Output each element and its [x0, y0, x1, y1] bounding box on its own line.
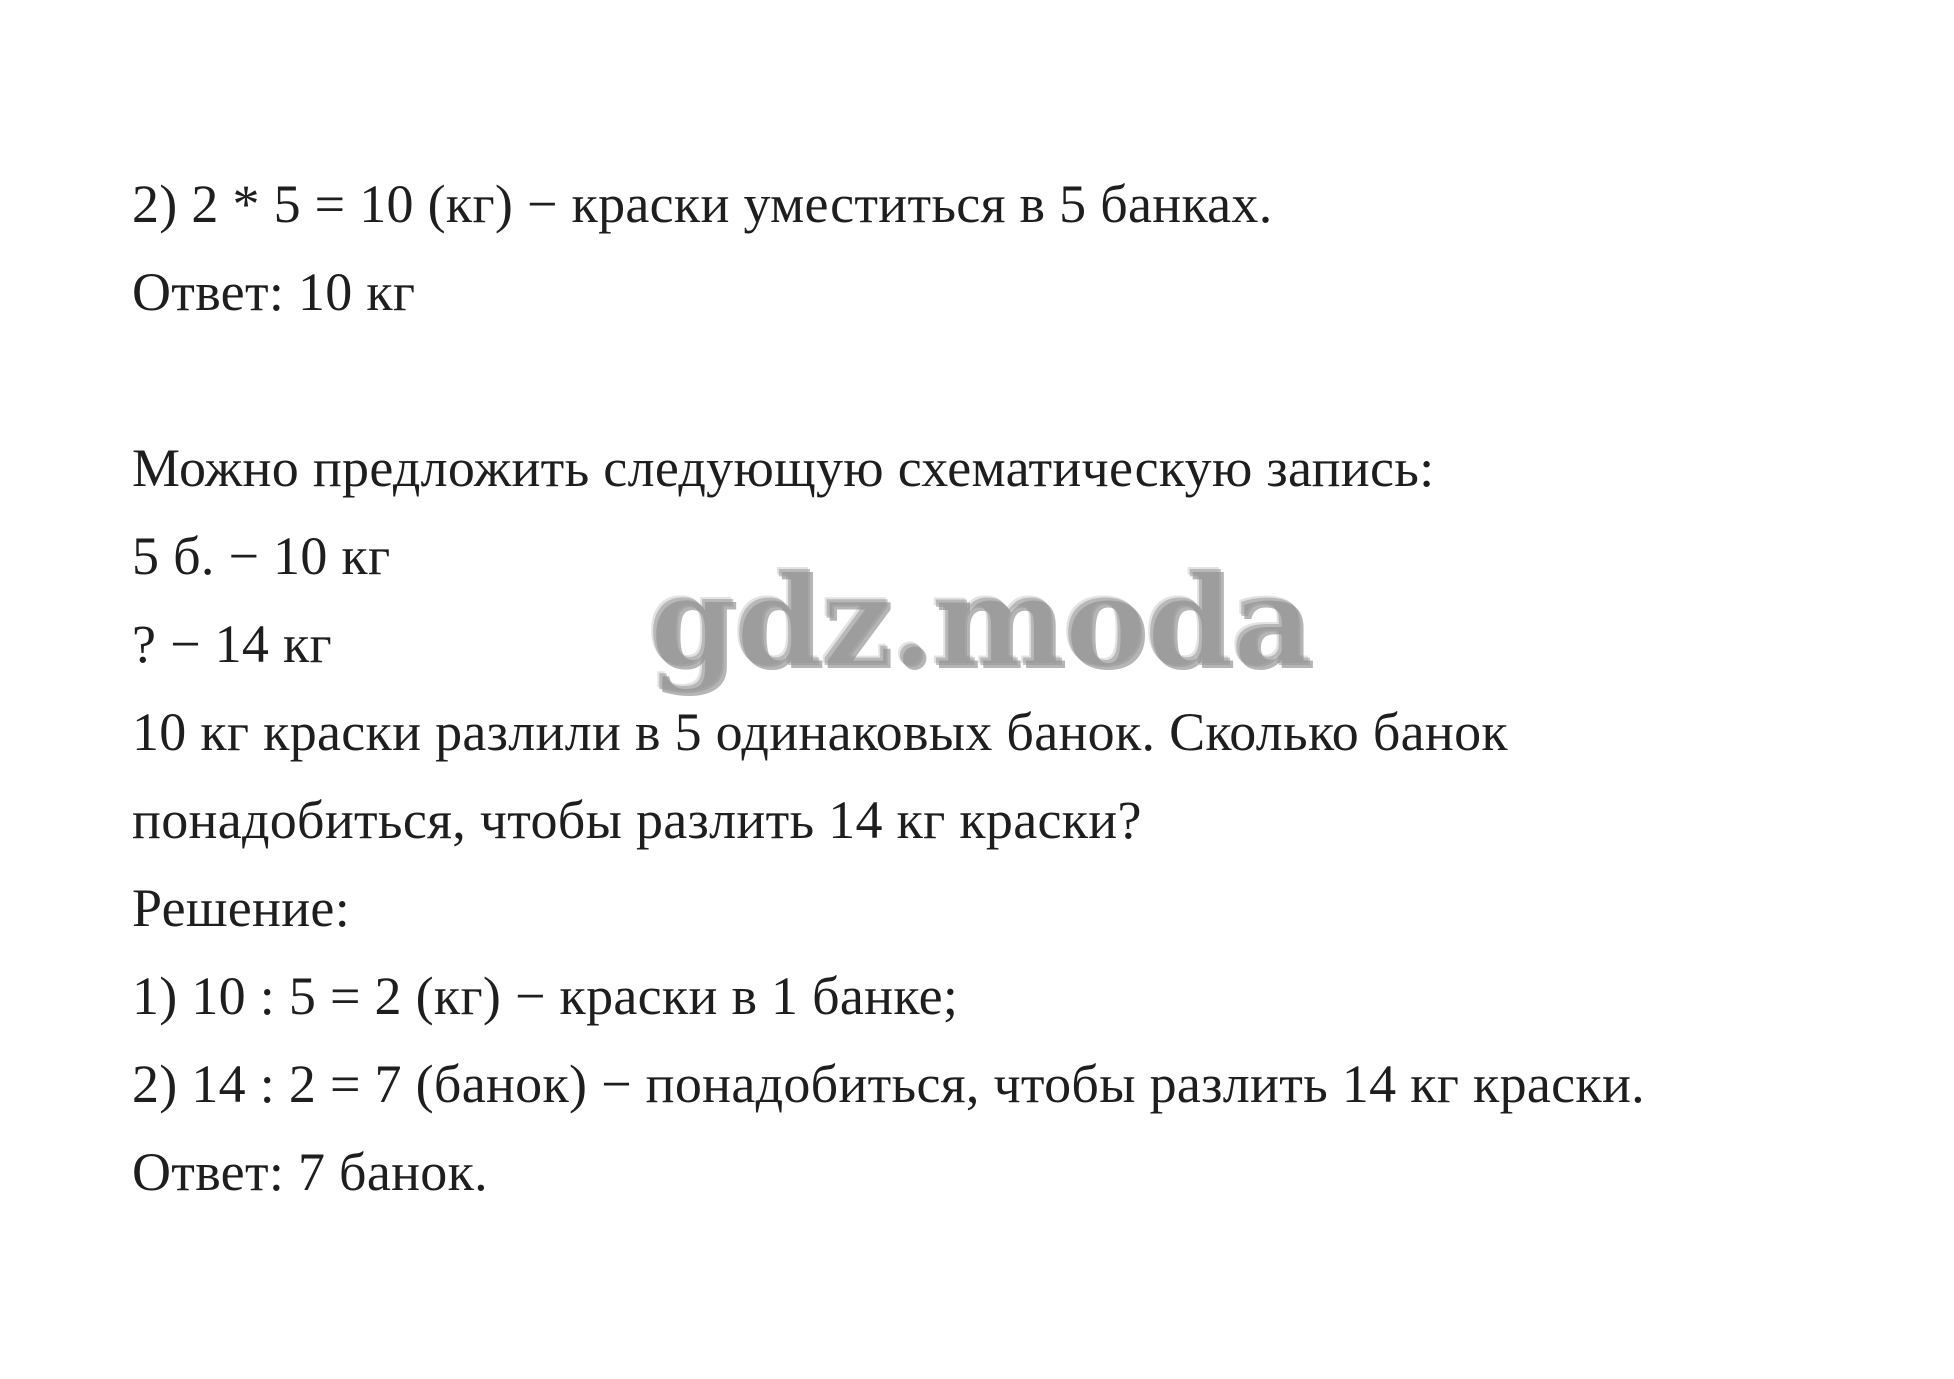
schema-intro-line: Можно предложить следующую схематическую запись: [132, 438, 1435, 498]
solution-step-1: 1) 10 : 5 = 2 (кг) − краски в 1 банке; [132, 966, 959, 1026]
schema-row-1: 5 б. − 10 кг [132, 526, 391, 586]
answer-line-1: Ответ: 10 кг [132, 262, 416, 322]
blank-line [132, 336, 1892, 424]
solution-step-2: 2) 14 : 2 = 7 (банок) − понадобиться, чтобы разлить 14 кг краски. [132, 1054, 1645, 1114]
schema-row-2: ? − 14 кг [132, 614, 333, 674]
solution-heading: Решение: [132, 878, 351, 938]
watermark-logo: gdz.moda [648, 547, 1311, 695]
step-2-line: 2) 2 * 5 = 10 (кг) − краски уместиться в 5 банках. [132, 174, 1273, 234]
answer-line-2: Ответ: 7 банок. [132, 1142, 488, 1202]
problem-line-2: понадобиться, чтобы разлить 14 кг краски? [132, 790, 1142, 850]
problem-line-1: 10 кг краски разлили в 5 одинаковых банок. Сколько банок [132, 702, 1508, 762]
